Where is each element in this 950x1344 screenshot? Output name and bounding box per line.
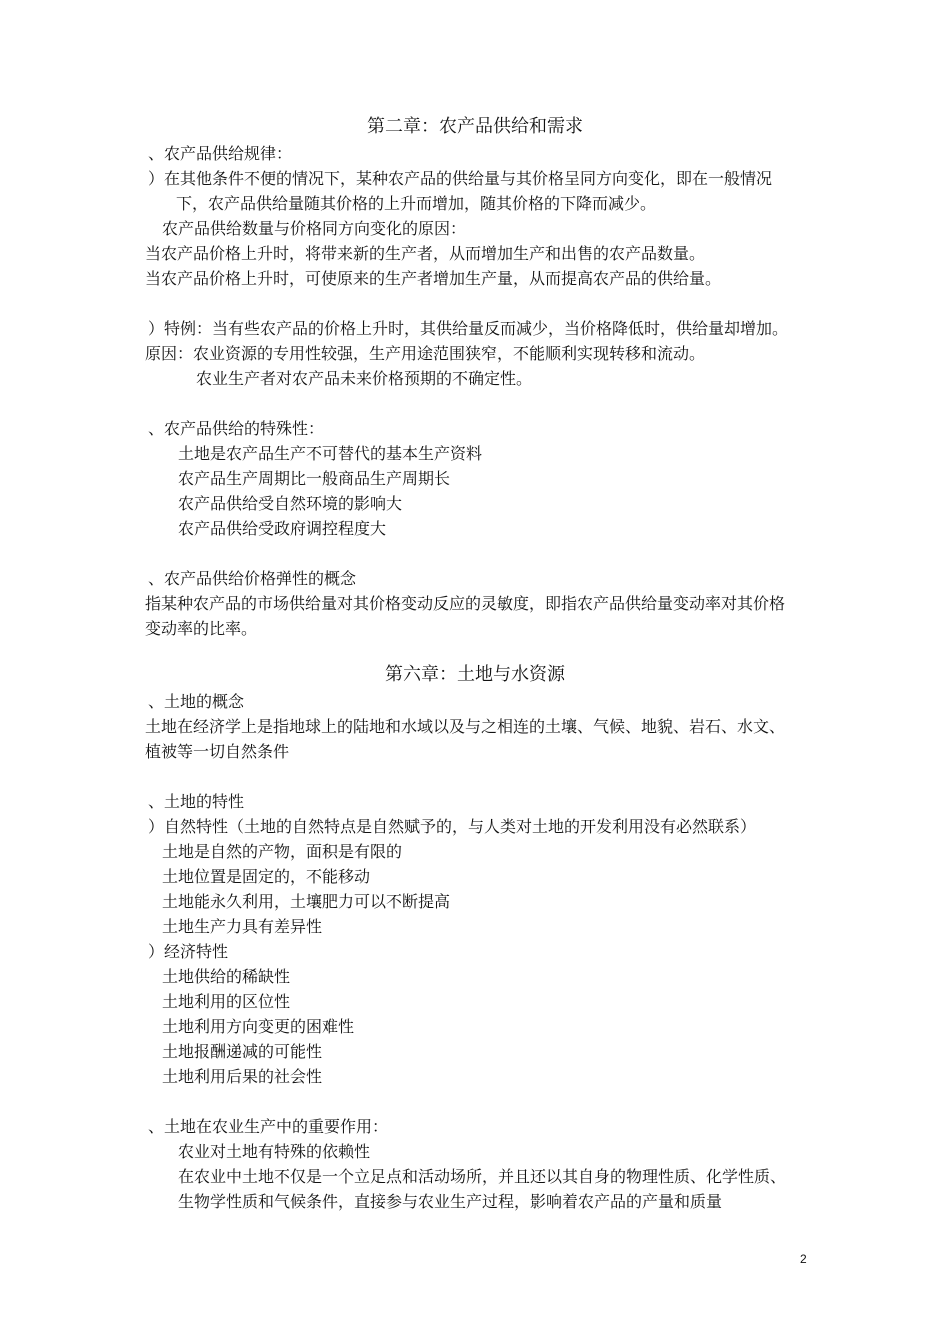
list-item: 土地位置是固定的，不能移动	[162, 867, 371, 886]
paragraph-line: 在农业中土地不仅是一个立足点和活动场所，并且还以其自身的物理性质、化学性质、	[178, 1167, 787, 1186]
section-heading: 、土地的特性	[148, 792, 245, 811]
chapter-6-title: 第六章：土地与水资源	[385, 664, 565, 685]
list-item: 土地利用后果的社会性	[162, 1067, 323, 1086]
list-item: 土地报酬递减的可能性	[162, 1042, 323, 1061]
paragraph-line: 土地在经济学上是指地球上的陆地和水域以及与之相连的土壤、气候、地貌、岩石、水文、	[145, 717, 786, 736]
paragraph-line: ）特例：当有些农产品的价格上升时，其供给量反而减少，当价格降低时，供给量却增加。	[148, 319, 789, 338]
list-item: 土地利用的区位性	[162, 992, 291, 1011]
paragraph-line: 当农产品价格上升时，将带来新的生产者，从而增加生产和出售的农产品数量。	[145, 244, 706, 263]
list-item: 土地生产力具有差异性	[162, 917, 323, 936]
subsection-heading: ）自然特性（土地的自然特点是自然赋予的，与人类对土地的开发利用没有必然联系）	[148, 817, 757, 836]
chapter-2-title: 第二章：农产品供给和需求	[367, 116, 583, 137]
section-heading: 、土地在农业生产中的重要作用：	[148, 1117, 389, 1136]
section-heading: 农产品供给数量与价格同方向变化的原因：	[162, 219, 467, 238]
subsection-heading: ）经济特性	[148, 942, 229, 961]
section-heading: 、农产品供给价格弹性的概念	[148, 569, 357, 588]
section-heading: 、农产品供给规律：	[148, 144, 293, 163]
list-item: 土地利用方向变更的困难性	[162, 1017, 355, 1036]
paragraph-line: 变动率的比率。	[145, 619, 258, 638]
paragraph-line: 原因：农业资源的专用性较强，生产用途范围狭窄，不能顺利实现转移和流动。	[145, 344, 706, 363]
list-item: 农业对土地有特殊的依赖性	[178, 1142, 371, 1161]
paragraph-line: 植被等一切自然条件	[145, 742, 290, 761]
paragraph-line: 指某种农产品的市场供给量对其价格变动反应的灵敏度，即指农产品供给量变动率对其价格	[145, 594, 786, 613]
list-item: 农产品生产周期比一般商品生产周期长	[178, 469, 451, 488]
list-item: 土地是农产品生产不可替代的基本生产资料	[178, 444, 483, 463]
list-item: 土地供给的稀缺性	[162, 967, 291, 986]
paragraph-line: 生物学性质和气候条件，直接参与农业生产过程，影响着农产品的产量和质量	[178, 1192, 723, 1211]
list-item: 土地是自然的产物，面积是有限的	[162, 842, 403, 861]
list-item: 农产品供给受政府调控程度大	[178, 519, 387, 538]
section-heading: 、农产品供给的特殊性：	[148, 419, 325, 438]
paragraph-line: 当农产品价格上升时，可使原来的生产者增加生产量，从而提高农产品的供给量。	[145, 269, 722, 288]
list-item: 农产品供给受自然环境的影响大	[178, 494, 403, 513]
section-heading: 、土地的概念	[148, 692, 245, 711]
paragraph-line: ）在其他条件不便的情况下，某种农产品的供给量与其价格呈同方向变化，即在一般情况	[148, 169, 773, 188]
paragraph-line: 农业生产者对农产品未来价格预期的不确定性。	[196, 369, 533, 388]
page-number: 2	[800, 1252, 807, 1266]
paragraph-line: 下，农产品供给量随其价格的上升而增加，随其价格的下降而减少。	[176, 194, 657, 213]
list-item: 土地能永久利用，土壤肥力可以不断提高	[162, 892, 451, 911]
